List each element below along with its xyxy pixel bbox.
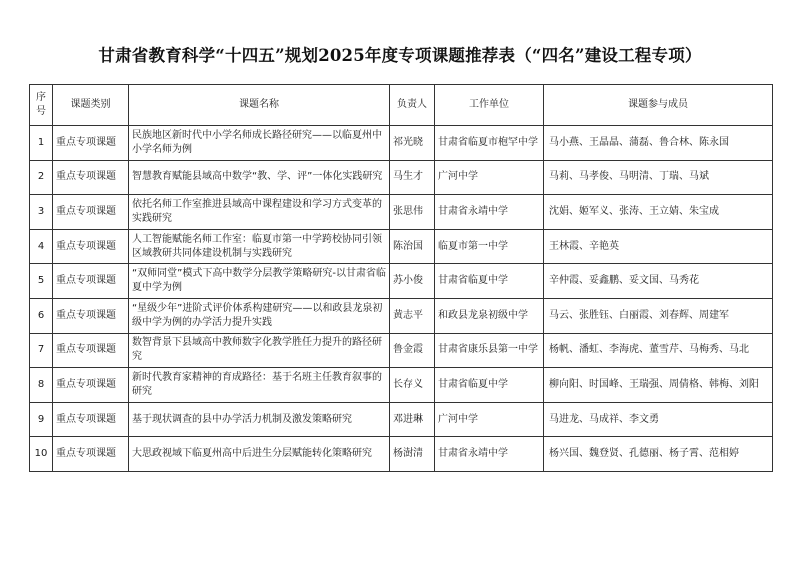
recommendation-table <box>29 84 773 472</box>
cell-no: 9 <box>30 402 53 437</box>
cell-no: 8 <box>30 368 53 403</box>
cell-members: 杨帆、潘虹、李海虎、董雪芹、马梅秀、马北 <box>544 333 773 368</box>
cell-unit: 甘肃省永靖中学 <box>435 437 544 472</box>
header-members: 课题参与成员 <box>544 85 773 126</box>
cell-head: 张思伟 <box>390 195 435 230</box>
table-row <box>30 402 773 437</box>
cell-unit: 甘肃省康乐县第一中学 <box>435 333 544 368</box>
cell-name: 基于现状调查的县中办学活力机制及激发策略研究 <box>129 402 390 437</box>
cell-head: 陈治国 <box>390 229 435 264</box>
table-row <box>30 195 773 230</box>
cell-head: 鲁金霞 <box>390 333 435 368</box>
cell-type: 重点专项课题 <box>53 298 129 333</box>
cell-members: 柳向阳、时国峰、王瑞强、周倩格、韩梅、刘阳 <box>544 368 773 403</box>
cell-type: 重点专项课题 <box>53 368 129 403</box>
cell-type: 重点专项课题 <box>53 333 129 368</box>
table-header-row <box>30 85 773 126</box>
table-row <box>30 160 773 195</box>
cell-unit: 甘肃省临夏中学 <box>435 368 544 403</box>
cell-no: 10 <box>30 437 53 472</box>
cell-no: 2 <box>30 160 53 195</box>
cell-head: 苏小俊 <box>390 264 435 299</box>
table-row <box>30 229 773 264</box>
cell-head: 祁光晓 <box>390 126 435 161</box>
cell-no: 4 <box>30 229 53 264</box>
cell-unit: 甘肃省临夏市枹罕中学 <box>435 126 544 161</box>
header-head: 负责人 <box>390 85 435 126</box>
cell-members: 杨兴国、魏登贤、孔德丽、杨子霄、范相婷 <box>544 437 773 472</box>
cell-unit: 临夏市第一中学 <box>435 229 544 264</box>
cell-members: 沈娟、姬军义、张涛、王立婧、朱宝成 <box>544 195 773 230</box>
cell-members: 马云、张胜钰、白丽霞、刘春辉、周建军 <box>544 298 773 333</box>
table-row <box>30 126 773 161</box>
cell-no: 7 <box>30 333 53 368</box>
table-row <box>30 368 773 403</box>
cell-type: 重点专项课题 <box>53 160 129 195</box>
cell-unit: 甘肃省永靖中学 <box>435 195 544 230</box>
cell-head: 马生才 <box>390 160 435 195</box>
cell-type: 重点专项课题 <box>53 195 129 230</box>
cell-unit: 广河中学 <box>435 160 544 195</box>
cell-type: 重点专项课题 <box>53 264 129 299</box>
cell-name: 民族地区新时代中小学名师成长路径研究——以临夏州中小学名师为例 <box>129 126 390 161</box>
cell-unit: 和政县龙泉初级中学 <box>435 298 544 333</box>
cell-name: 大思政视域下临夏州高中后进生分层赋能转化策略研究 <box>129 437 390 472</box>
cell-no: 1 <box>30 126 53 161</box>
cell-head: 长存义 <box>390 368 435 403</box>
header-no: 序号 <box>30 85 53 126</box>
header-type: 课题类别 <box>53 85 129 126</box>
table-row <box>30 264 773 299</box>
cell-name: 依托名师工作室推进县域高中课程建设和学习方式变革的实践研究 <box>129 195 390 230</box>
cell-name: “星级少年”进阶式评价体系构建研究——以和政县龙泉初级中学为例的办学活力提升实践 <box>129 298 390 333</box>
cell-name: “双师同堂”模式下高中数学分层教学策略研究-以甘肃省临夏中学为例 <box>129 264 390 299</box>
cell-type: 重点专项课题 <box>53 126 129 161</box>
cell-members: 辛仲霞、妥鑫鹏、妥文国、马秀花 <box>544 264 773 299</box>
header-unit: 工作单位 <box>435 85 544 126</box>
cell-members: 王林霞、辛艳英 <box>544 229 773 264</box>
cell-members: 马进龙、马成祥、李文勇 <box>544 402 773 437</box>
cell-type: 重点专项课题 <box>53 229 129 264</box>
cell-unit: 广河中学 <box>435 402 544 437</box>
cell-name: 智慧教育赋能县域高中数学“教、学、评”一体化实践研究 <box>129 160 390 195</box>
table-row <box>30 333 773 368</box>
cell-name: 人工智能赋能名师工作室：临夏市第一中学跨校协同引领区域教研共同体建设机制与实践研究 <box>129 229 390 264</box>
cell-head: 邓进琳 <box>390 402 435 437</box>
header-name: 课题名称 <box>129 85 390 126</box>
cell-type: 重点专项课题 <box>53 402 129 437</box>
cell-no: 5 <box>30 264 53 299</box>
cell-head: 杨澍清 <box>390 437 435 472</box>
cell-no: 3 <box>30 195 53 230</box>
cell-name: 数智背景下县域高中教师数字化教学胜任力提升的路径研究 <box>129 333 390 368</box>
cell-unit: 甘肃省临夏中学 <box>435 264 544 299</box>
cell-members: 马小燕、王晶晶、蒲磊、鲁合林、陈永国 <box>544 126 773 161</box>
cell-head: 黄志平 <box>390 298 435 333</box>
cell-name: 新时代教育家精神的育成路径：基于名班主任教育叙事的研究 <box>129 368 390 403</box>
page-title: 甘肃省教育科学“十四五”规划2025年度专项课题推荐表（“四名”建设工程专项） <box>98 46 702 65</box>
cell-no: 6 <box>30 298 53 333</box>
cell-type: 重点专项课题 <box>53 437 129 472</box>
table-row <box>30 298 773 333</box>
table-row <box>30 437 773 472</box>
cell-members: 马莉、马孝俊、马明清、丁瑞、马斌 <box>544 160 773 195</box>
